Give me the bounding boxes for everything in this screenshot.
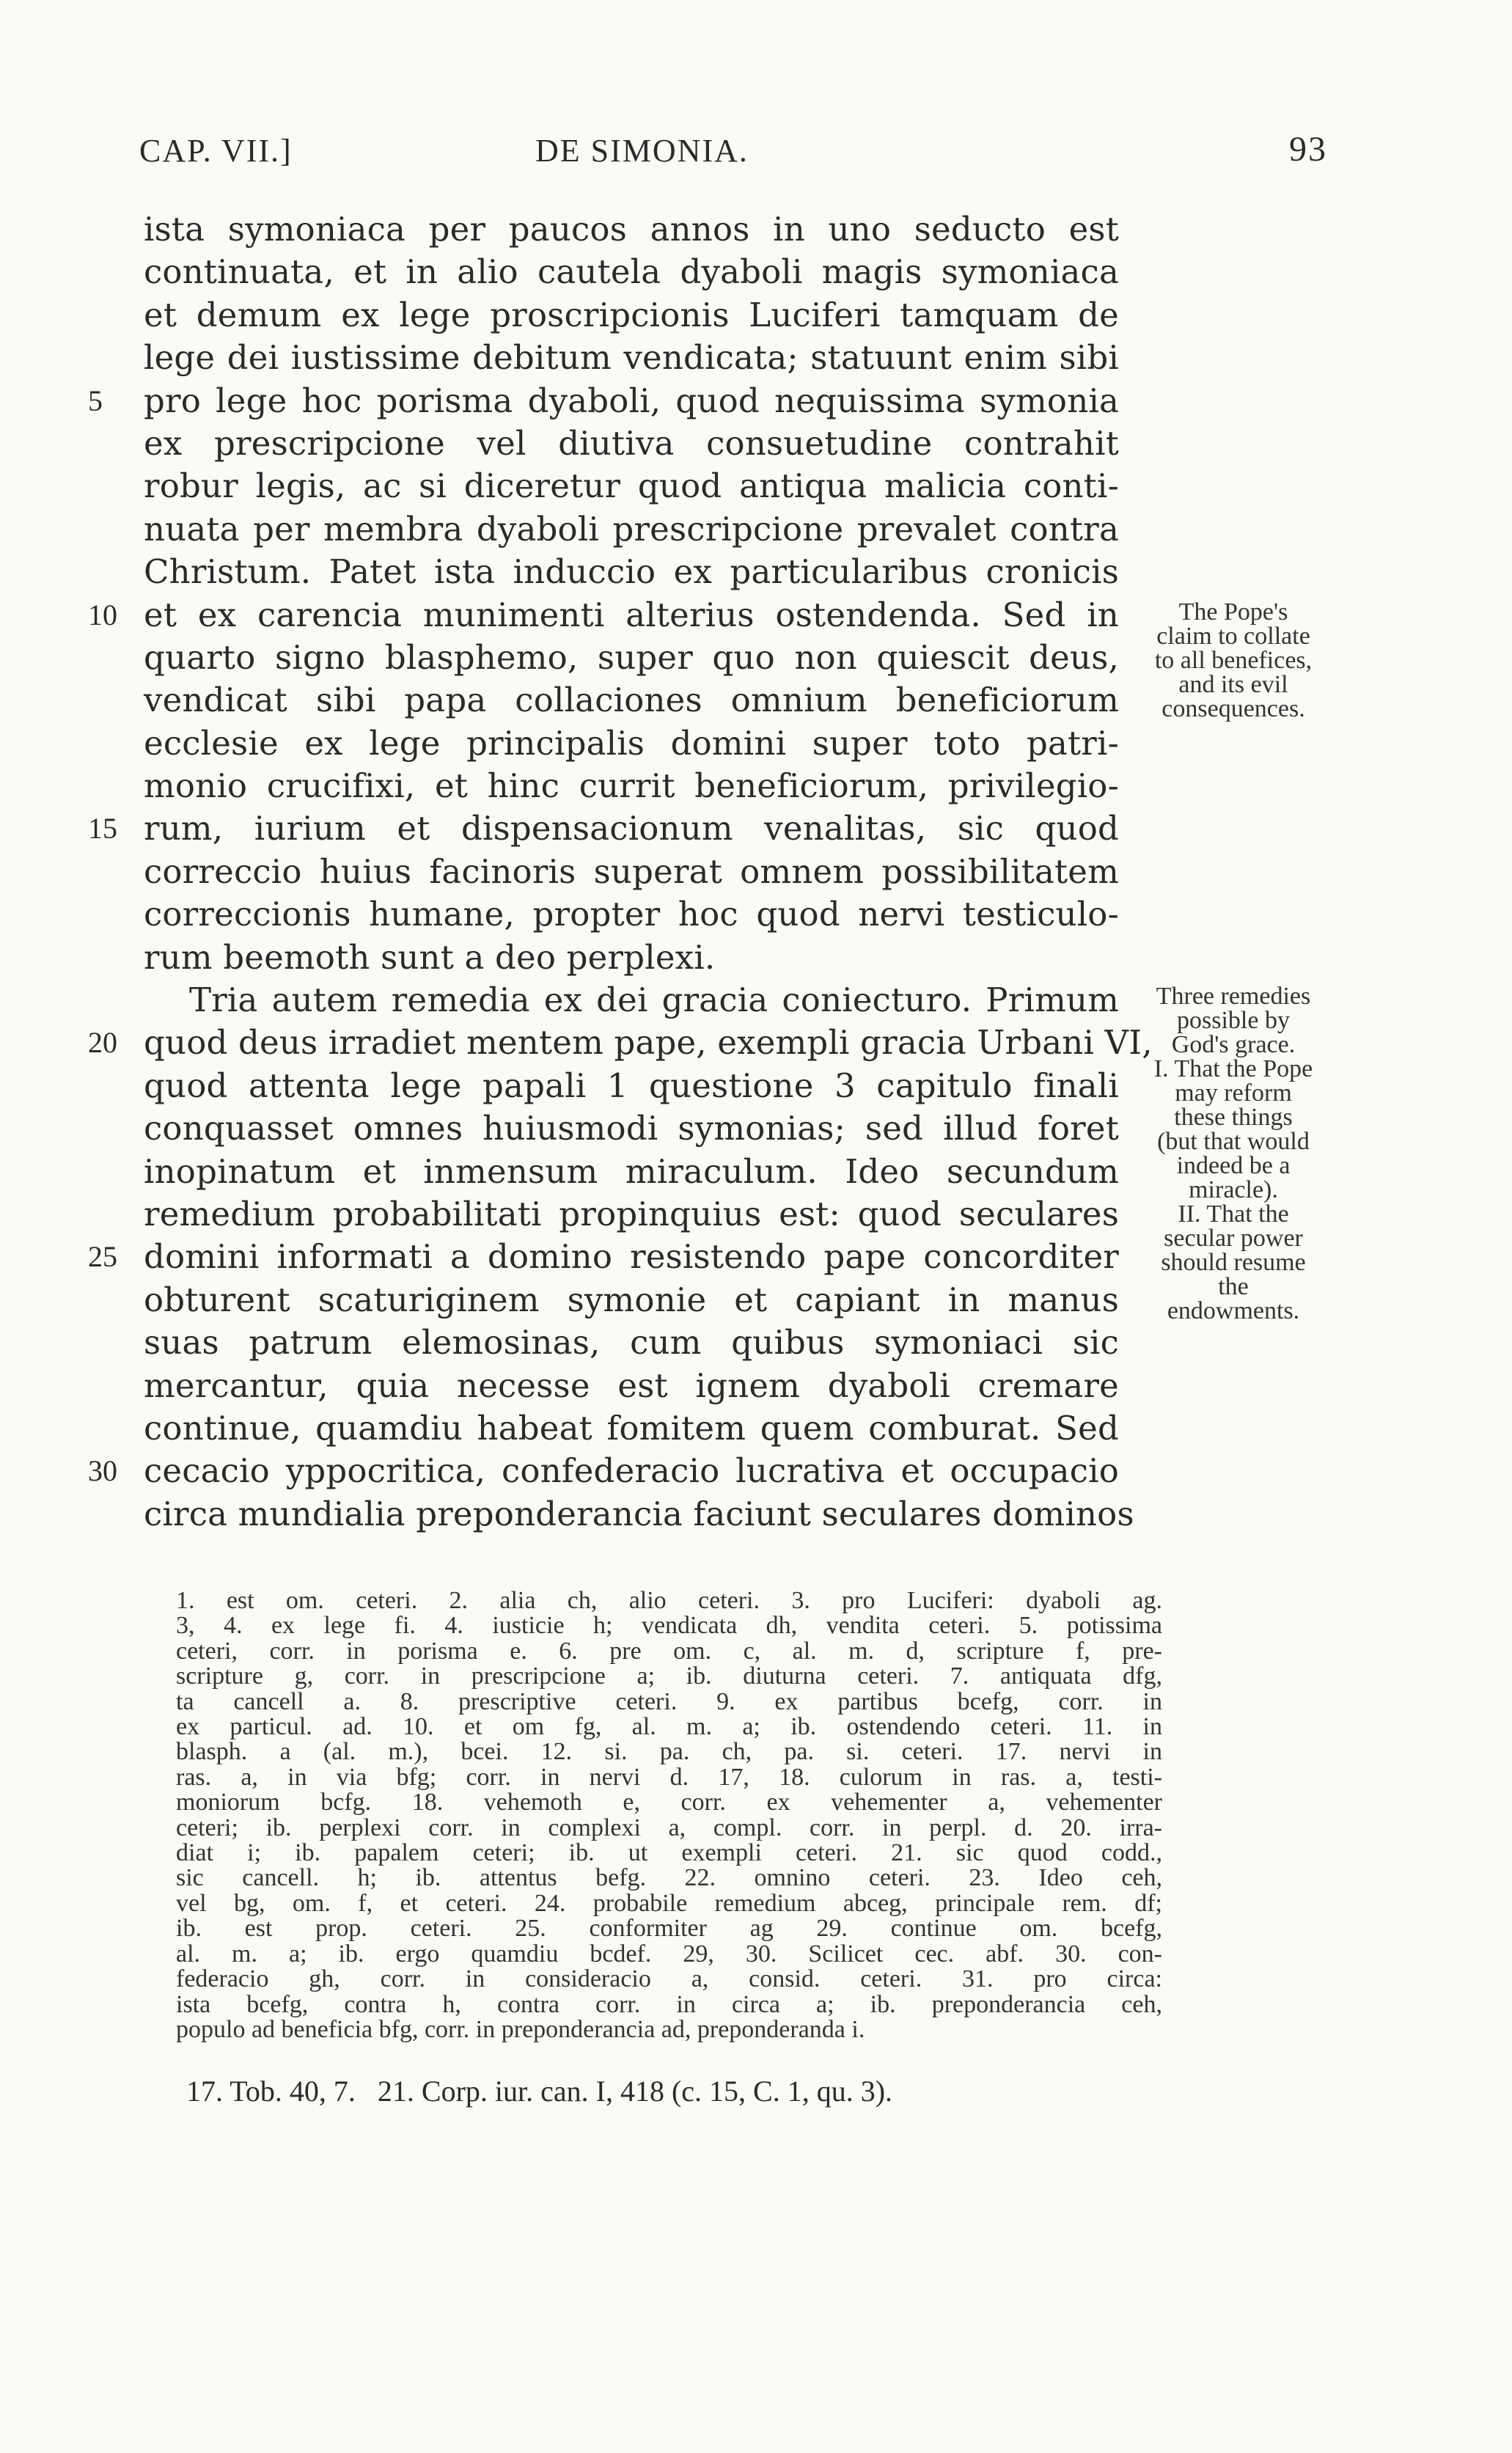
line-text: quarto signo blasphemo, super quo non quiescit deus,	[144, 637, 1119, 677]
text-line	[0, 422, 1512, 465]
text-line	[0, 1365, 1512, 1407]
footnote-line: al. m. a; ib. ergo quamdiu bcdef. 29, 30. Scilicet cec. abf. 30. con-	[176, 1941, 1162, 1968]
text-line	[0, 380, 1512, 422]
line-text: suas patrum elemosinas, cum quibus symoniaci sic	[144, 1323, 1119, 1363]
text-line	[0, 1450, 1512, 1492]
running-header	[139, 125, 1386, 169]
footnote-line: sic cancell. h; ib. attentus befg. 22. omnino ceteri. 23. Ideo ceh,	[176, 1866, 1162, 1891]
critical-apparatus	[176, 1588, 1162, 2042]
line-text: ista symoniaca per paucos annos in uno seducto est	[144, 210, 1119, 249]
text-line	[0, 722, 1512, 765]
footnote-line: blasph. a (al. m.), bcei. 12. si. pa. ch, pa. si. ceteri. 17. nervi in	[176, 1739, 1162, 1765]
sidenote-line: miracle).	[1189, 1176, 1278, 1203]
line-number: 25	[88, 1240, 117, 1274]
text-line	[0, 551, 1512, 593]
source-references: 17. Tob. 40, 7. 21. Corp. iur. can. I, 418 (c. 15, C. 1, qu. 3).	[186, 2075, 893, 2108]
line-text: mercantur, quia necesse est ignem dyaboli cremare	[144, 1365, 1119, 1405]
line-text: quod deus irradiet mentem pape, exempli gracia Urbani VI,	[144, 1023, 1153, 1063]
line-number: 30	[88, 1454, 117, 1488]
footnote-line: federacio gh, corr. in consideracio a, consid. ceteri. 31. pro circa:	[176, 1967, 1162, 1992]
line-text: Tria autem remedia ex dei gracia coniecturo. Primum	[189, 980, 1119, 1020]
text-line	[0, 294, 1512, 337]
text-line	[0, 807, 1512, 850]
footnote-line: ceteri; ib. perplexi corr. in complexi a, compl. corr. in perpl. d. 20. irra-	[176, 1815, 1162, 1841]
sidenote-line: secular power	[1164, 1225, 1303, 1252]
main-text	[0, 208, 1512, 1536]
line-text: ex prescripcione vel diutiva consuetudine contrahit	[144, 423, 1119, 463]
sidenote-line: (but that would	[1157, 1128, 1310, 1155]
sidenote-line: may reform	[1175, 1079, 1292, 1107]
sidenote-line: these things	[1174, 1104, 1293, 1131]
line-number: 5	[88, 384, 103, 417]
text-line	[0, 1321, 1512, 1364]
running-title: DE SIMONIA.	[535, 133, 749, 169]
line-text: remedium probabilitati propinquius est: quod seculares	[144, 1194, 1119, 1233]
line-text: inopinatum et inmensum miraculum. Ideo secundum	[144, 1151, 1119, 1191]
line-number: 15	[88, 812, 117, 846]
sidenote-line: The Pope's	[1178, 598, 1288, 626]
sidenote-line: endowments.	[1167, 1297, 1300, 1324]
text-line	[0, 208, 1512, 251]
line-text: vendicat sibi papa collaciones omnium beneficiorum	[144, 681, 1119, 720]
line-text: et ex carencia munimenti alterius ostendenda. Sed in	[144, 595, 1119, 634]
footnote-line: scripture g, corr. in prescripcione a; ib. diuturna ceteri. 7. antiquata dfg,	[176, 1664, 1162, 1690]
page-number: 93	[1289, 130, 1327, 169]
footnote-line: vel bg, om. f, et ceteri. 24. probabile remedium abceg, principale rem. df;	[176, 1891, 1162, 1917]
text-line	[0, 508, 1512, 551]
sidenote-popes-claim	[1123, 600, 1343, 721]
line-text: obturent scaturiginem symonie et capiant in manus	[144, 1280, 1119, 1319]
text-line	[0, 251, 1512, 293]
line-text: robur legis, ac si diceretur quod antiqua malicia conti-	[144, 466, 1119, 506]
line-text: conquasset omnes huiusmodi symonias; sed illud foret	[144, 1109, 1119, 1148]
text-line	[0, 936, 1512, 979]
line-text: correccio huius facinoris superat omnem possibilitatem	[144, 851, 1119, 891]
line-text: et demum ex lege proscripcionis Luciferi tamquam de	[144, 295, 1119, 334]
sidenote-line: possible by	[1177, 1007, 1290, 1034]
line-text: quod attenta lege papali 1 questione 3 capitulo finali	[144, 1066, 1119, 1105]
line-number: 10	[88, 598, 117, 631]
sidenote-line: I. That the Pope	[1153, 1055, 1313, 1082]
sidenote-line: indeed be a	[1176, 1152, 1291, 1179]
sidenote-line: Three remedies	[1156, 983, 1311, 1010]
text-line	[0, 893, 1512, 936]
footnote-line: ras. a, in via bfg; corr. in nervi d. 17, 18. culorum in ras. a, testi-	[176, 1764, 1162, 1791]
footnote-line: populo ad beneficia bfg, corr. in preponderancia ad, preponderanda i.	[176, 2017, 865, 2043]
footnote-line: ta cancell a. 8. prescriptive ceteri. 9. ex partibus bcefg, corr. in	[176, 1689, 1162, 1715]
line-text: lege dei iustissime debitum vendicata; statuunt enim sibi	[144, 338, 1119, 378]
footnote-line: ex particul. ad. 10. et om fg, al. m. a; ib. ostendendo ceteri. 11. in	[176, 1715, 1162, 1740]
line-text: circa mundialia preponderancia faciunt seculares dominos	[144, 1494, 1134, 1533]
footnote-line: 3, 4. ex lege fi. 4. iusticie h; vendicata dh, vendita ceteri. 5. potissima	[176, 1613, 1162, 1639]
footnote-line: diat i; ib. papalem ceteri; ib. ut exempli ceteri. 21. sic quod codd.,	[176, 1841, 1162, 1866]
text-line	[0, 1407, 1512, 1450]
line-text: cecacio yppocritica, confederacio lucrativa et occupacio	[144, 1451, 1119, 1491]
line-text: nuata per membra dyaboli prescripcione prevalet contra	[144, 509, 1119, 549]
text-line	[0, 465, 1512, 507]
line-text: continue, quamdiu habeat fomitem quem comburat. Sed	[144, 1408, 1119, 1448]
line-text: Christum. Patet ista induccio ex particularibus cronicis	[144, 552, 1119, 592]
sidenote-line: to all benefices,	[1154, 647, 1313, 674]
sidenote-line: II. That the	[1178, 1200, 1289, 1228]
line-text: monio crucifixi, et hinc currit beneficiorum, privilegio-	[144, 766, 1119, 806]
footnote-line: ceteri, corr. in porisma e. 6. pre om. c, al. m. d, scripture f, pre-	[176, 1638, 1162, 1665]
line-text: rum beemoth sunt a deo perplexi.	[144, 937, 716, 977]
line-text: ecclesie ex lege principalis domini super toto patri-	[144, 723, 1119, 763]
text-line	[0, 851, 1512, 893]
sidenote-line: the	[1218, 1273, 1249, 1300]
sidenote-three-remedies	[1123, 984, 1343, 1323]
text-line	[0, 337, 1512, 379]
footnote-line: ib. est prop. ceteri. 25. conformiter ag 29. continue om. bcefg,	[176, 1916, 1162, 1942]
line-text: domini informati a domino resistendo pape concorditer	[144, 1237, 1119, 1277]
sidenote-line: should resume	[1161, 1249, 1306, 1276]
footnote-line: 1. est om. ceteri. 2. alia ch, alio ceteri. 3. pro Luciferi: dyaboli ag.	[176, 1588, 1162, 1614]
line-text: correccionis humane, propter hoc quod nervi testiculo-	[144, 895, 1119, 934]
sidenote-line: God's grace.	[1171, 1031, 1296, 1058]
chapter-label: CAP. VII.]	[139, 133, 293, 169]
sidenote-line: claim to collate	[1156, 623, 1310, 650]
footnote-line: ista bcefg, contra h, contra corr. in circa a; ib. preponderancia ceh,	[176, 1992, 1162, 2017]
text-line	[0, 1493, 1512, 1536]
footnote-line: moniorum bcfg. 18. vehemoth e, corr. ex vehementer a, vehementer	[176, 1790, 1162, 1816]
line-text: pro lege hoc porisma dyaboli, quod nequissima symonia	[144, 381, 1119, 420]
sidenote-line: consequences.	[1161, 695, 1305, 722]
line-text: rum, iurium et dispensacionum venalitas, sic quod	[144, 809, 1119, 848]
line-number: 20	[88, 1026, 117, 1060]
line-text: continuata, et in alio cautela dyaboli magis symoniaca	[144, 252, 1119, 292]
text-line	[0, 765, 1512, 807]
sidenote-line: and its evil	[1178, 671, 1288, 698]
